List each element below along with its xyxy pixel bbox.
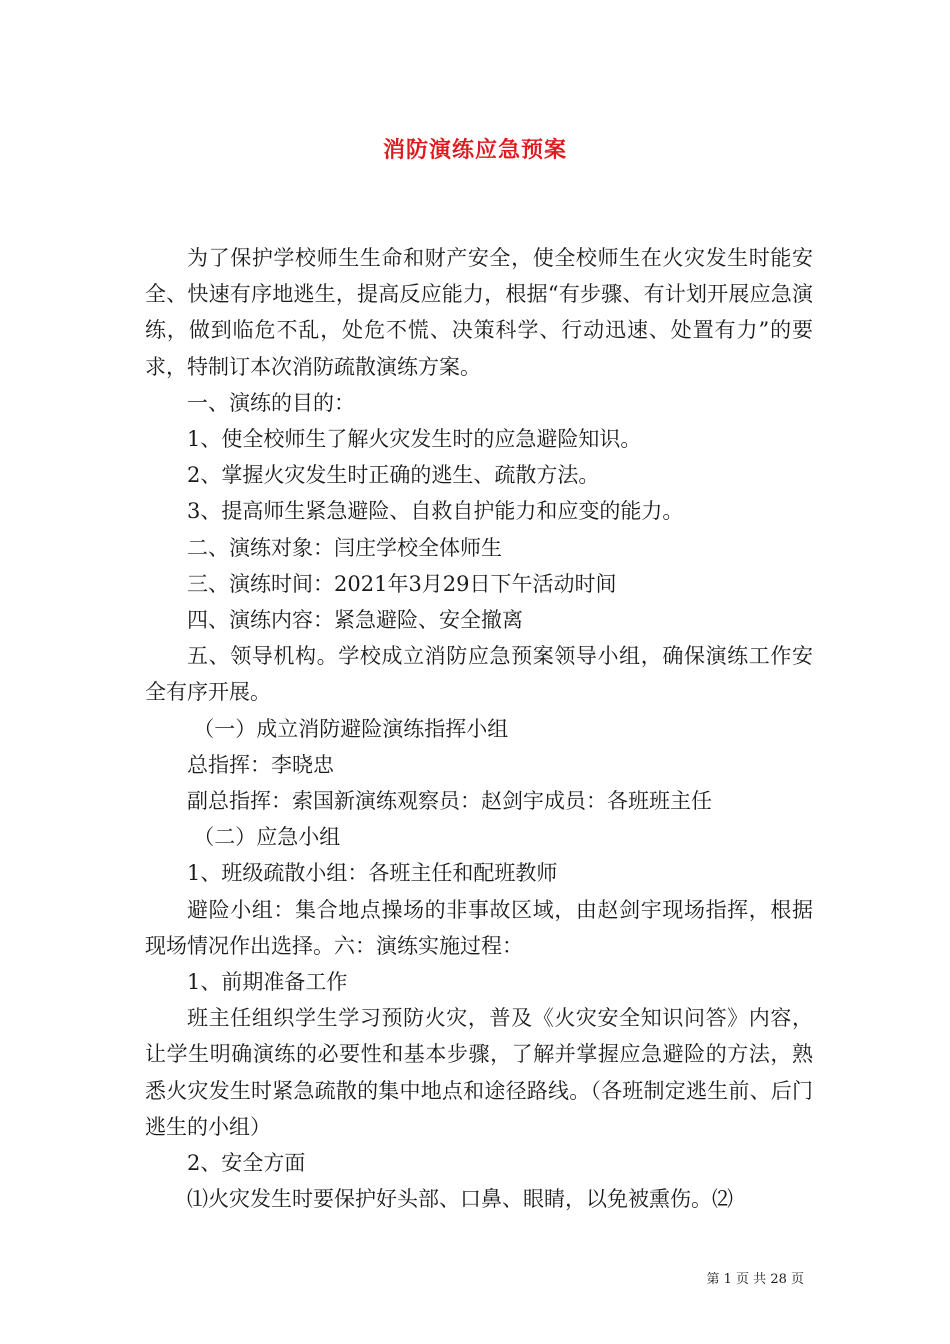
paragraph-commander: 总指挥：李晓忠	[187, 752, 334, 777]
document-title: 消防演练应急预案	[382, 138, 567, 163]
heading-leadership: 五、领导机构。学校成立消防应急预案领导小组，确保演练工作安全有序开展。	[145, 644, 813, 705]
list-item: 2、安全方面	[187, 1151, 306, 1176]
paragraph-preparation: 班主任组织学生学习预防火灾，普及《火灾安全知识问答》内容，让学生明确演练的必要性和基本步骤，了解并掌握应急避险的方法，熟悉火灾发生时紧急疏散的集中地点和途径路线。（各班制定逃生前、后门逃生的小组）	[145, 1006, 813, 1139]
list-item: 1、使全校师生了解火灾发生时的应急避险知识。	[187, 427, 642, 452]
list-item: 1、班级疏散小组：各班主任和配班教师	[187, 861, 558, 886]
list-item: 3、提高师生紧急避险、自救自护能力和应变的能力。	[187, 499, 684, 524]
list-item: 1、前期准备工作	[187, 970, 348, 995]
paragraph-safety: ⑴火灾发生时要保护好头部、口鼻、眼睛，以免被熏伤。⑵	[187, 1187, 733, 1212]
document-body	[145, 240, 813, 1217]
paragraph-deputy: 副总指挥：索国新演练观察员：赵剑宇成员：各班班主任	[187, 789, 712, 814]
subheading-command-group: （一）成立消防避险演练指挥小组	[193, 716, 509, 741]
heading-purpose: 一、演练的目的：	[187, 390, 355, 415]
paragraph-evacuation: 避险小组：集合地点操场的非事故区域，由赵剑宇现场指挥，根据现场情况作出选择。六：演练实施过程：	[145, 897, 813, 958]
paragraph-intro: 为了保护学校师生生命和财产安全，使全校师生在火灾发生时能安全、快速有序地逃生，提高反应能力，根据“有步骤、有计划开展应急演练，做到临危不乱，处危不慌、决策科学、行动迅速、处置有力”的要求，特制订本次消防疏散演练方案。	[145, 246, 813, 379]
list-item: 2、掌握火灾发生时正确的逃生、疏散方法。	[187, 463, 600, 488]
heading-participants: 二、演练对象：闫庄学校全体师生	[187, 535, 502, 560]
heading-time: 三、演练时间：2021年3月29日下午活动时间	[187, 571, 617, 596]
page-footer: 第 1 页 共 28 页	[706, 1272, 804, 1287]
subheading-emergency-group: （二）应急小组	[193, 825, 341, 850]
heading-content: 四、演练内容：紧急避险、安全撤离	[187, 608, 523, 633]
